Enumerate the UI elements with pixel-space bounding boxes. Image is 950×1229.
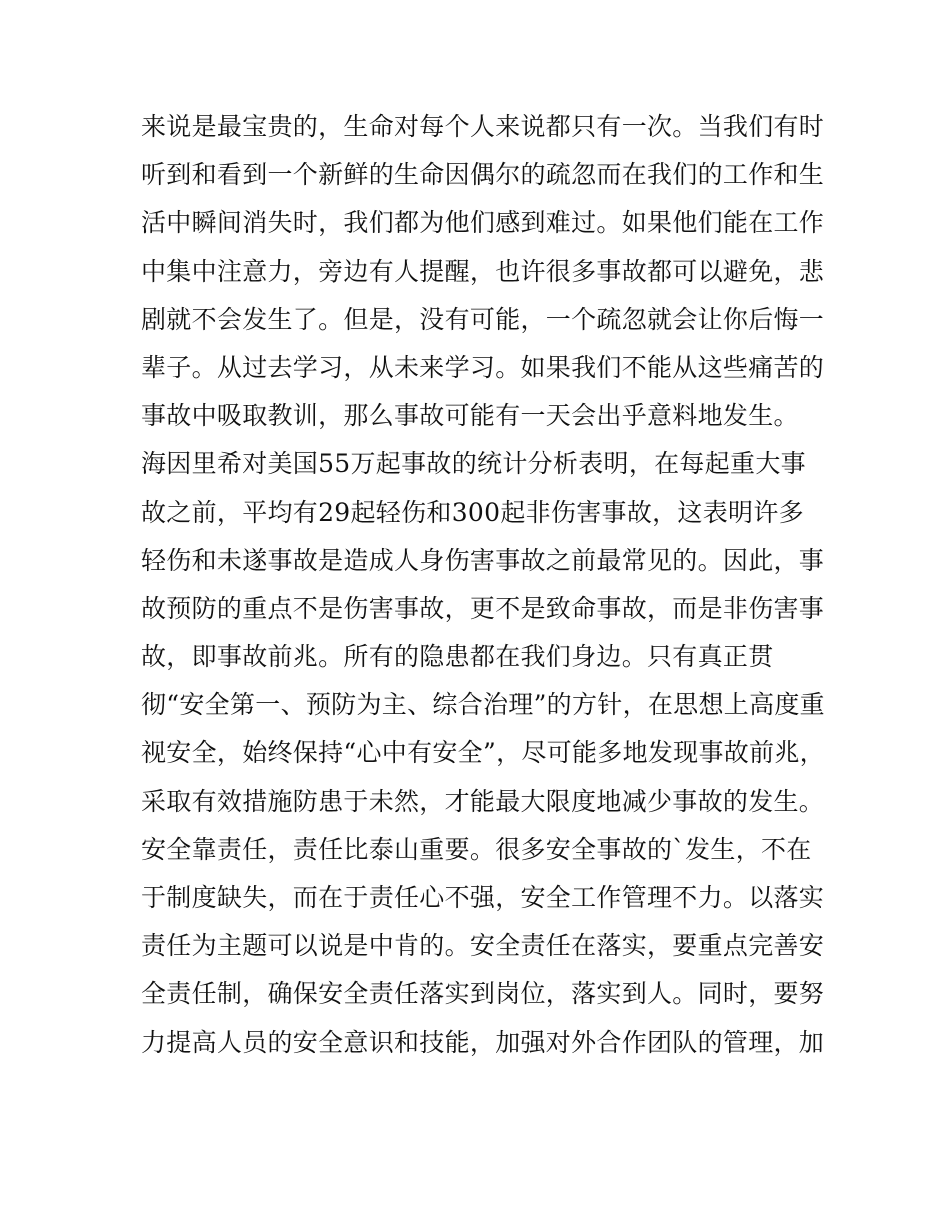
text-line: 轻伤和未遂事故是造成人身伤害事故之前最常见的。因此，事 <box>141 545 825 575</box>
text-line: 来说是最宝贵的，生命对每个人来说都只有一次。当我们有时 <box>141 112 825 141</box>
text-line: 责任为主题可以说是中肯的。安全责任在落实，要重点完善安 <box>141 931 825 961</box>
text-line: 于制度缺失，而在于责任心不强，安全工作管理不力。以落实 <box>141 883 825 912</box>
text-line: 事故中吸取教训，那么事故可能有一天会出乎意料地发生。 <box>141 401 799 431</box>
text-line: 故之前，平均有29起轻伤和300起非伤害事故，这表明许多 <box>141 497 804 527</box>
body-text <box>141 103 825 1067</box>
text-line: 中集中注意力，旁边有人提醒，也许很多事故都可以避免，悲 <box>141 256 825 286</box>
text-line: 全责任制，确保安全责任落实到岗位，落实到人。同时，要努 <box>141 979 825 1009</box>
text-line: 听到和看到一个新鲜的生命因偶尔的疏忽而在我们的工作和生 <box>141 160 825 190</box>
text-line: 视安全，始终保持“心中有安全”，尽可能多地发现事故前兆， <box>141 738 825 768</box>
text-line: 故，即事故前兆。所有的隐患都在我们身边。只有真正贯 <box>141 642 774 672</box>
text-line: 力提高人员的安全意识和技能，加强对外合作团队的管理，加 <box>141 1027 825 1057</box>
text-line: 采取有效措施防患于未然，才能最大限度地减少事故的发生。 <box>141 786 825 816</box>
text-line: 海因里希对美国55万起事故的统计分析表明，在每起重大事 <box>141 449 806 479</box>
text-line: 安全靠责任，责任比泰山重要。很多安全事故的`发生，不在 <box>141 834 812 864</box>
text-line: 剧就不会发生了。但是，没有可能，一个疏忽就会让你后悔一 <box>141 304 825 334</box>
text-line: 活中瞬间消失时，我们都为他们感到难过。如果他们能在工作 <box>141 208 825 238</box>
text-line: 故预防的重点不是伤害事故，更不是致命事故，而是非伤害事 <box>141 593 825 623</box>
text-line: 彻“安全第一、预防为主、综合治理”的方针，在思想上高度重 <box>141 690 825 720</box>
text-line: 辈子。从过去学习，从未来学习。如果我们不能从这些痛苦的 <box>141 352 825 382</box>
